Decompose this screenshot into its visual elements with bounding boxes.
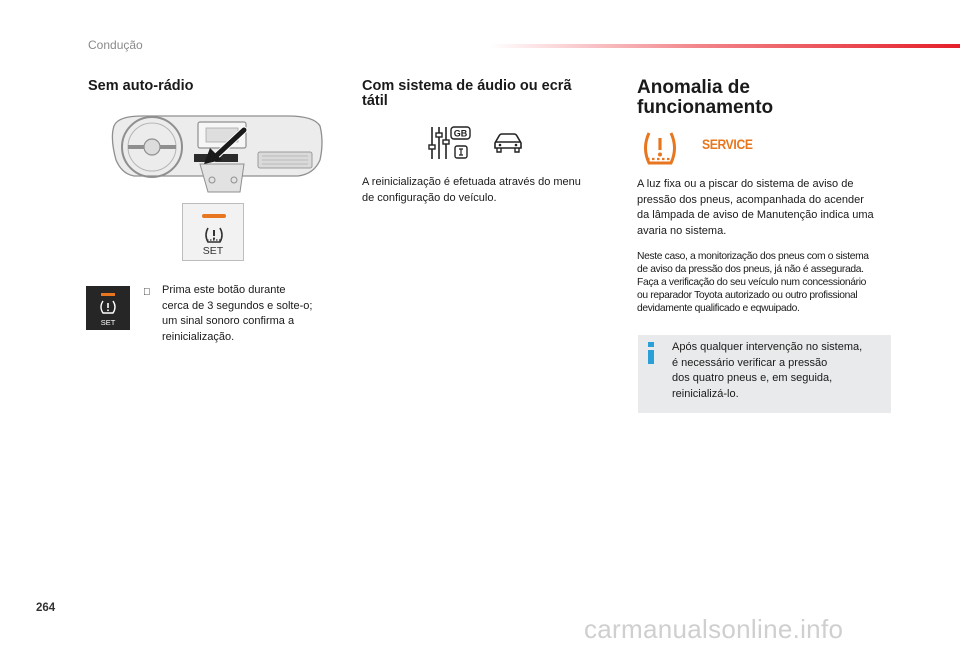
note-line: reinicializá-lo.	[672, 387, 739, 400]
para-line: Faça a verificação do seu veículo num concessionário	[637, 277, 867, 288]
note-line: é necessário verificar a pressão	[672, 356, 828, 369]
body-line: A reinicialização é efetuada através do menu	[362, 176, 581, 188]
button-led	[202, 214, 226, 218]
tpms-warning-icon-small	[99, 300, 117, 314]
watermark: carmanualsonline.info	[584, 614, 844, 644]
instruction-line: cerca de 3 segundos e solte-o;	[162, 299, 313, 312]
title-line: Anomalia de	[637, 77, 750, 98]
malfunction-paragraph-2	[637, 250, 869, 315]
para-line: da lâmpada de aviso de Manutenção indica uma	[637, 209, 874, 221]
title-audio-system	[362, 79, 572, 109]
body-line: de configuração do veículo.	[362, 191, 497, 204]
para-line: avaria no sistema.	[637, 224, 727, 237]
malfunction-paragraph-1	[637, 177, 874, 239]
title-sem-auto-radio: Sem auto-rádio	[88, 78, 194, 94]
title-line: funcionamento	[637, 97, 774, 118]
para-line: ou reparador Toyota autorizado ou outro profissional	[637, 290, 858, 301]
title-line: Com sistema de áudio ou ecrã	[362, 78, 572, 94]
settings-sliders-icon	[428, 125, 472, 161]
car-icon	[492, 131, 524, 155]
para-line: A luz fixa ou a piscar do sistema de aviso de	[637, 178, 854, 190]
tpms-warning-icon-orange	[641, 130, 679, 166]
title-malfunction	[637, 78, 773, 118]
header-divider-line	[490, 44, 960, 48]
gb-badge: GB	[453, 128, 468, 139]
instruction-line: reinicialização.	[162, 330, 235, 343]
para-line: devidamente qualificado e eqwuipado.	[637, 303, 800, 314]
para-line: pressão dos pneus, acompanhada do acender	[637, 193, 864, 206]
small-set-button-icon	[86, 286, 130, 330]
set-button-label: SET	[202, 245, 224, 257]
title-line: tátil	[362, 93, 388, 109]
instruction-line: Prima este botão durante	[162, 284, 286, 296]
note-line: dos quatro pneus e, em seguida,	[672, 372, 833, 384]
small-button-led	[101, 293, 115, 296]
audio-reset-text	[362, 175, 581, 206]
para-line: de aviso da pressão dos pneus, já não é assegurada.	[637, 264, 864, 275]
set-button-illustration	[182, 203, 244, 261]
info-note-text	[672, 340, 862, 402]
instruction-text	[162, 283, 312, 345]
para-line: Neste caso, a monitorização dos pneus com o sistema	[637, 251, 869, 262]
dashboard-illustration	[108, 112, 326, 194]
note-line: Após qualquer intervenção no sistema,	[672, 341, 863, 353]
info-icon	[645, 342, 659, 364]
service-warning-label: SERVICE	[702, 137, 753, 152]
bullet-symbol	[143, 287, 151, 298]
tpms-warning-icon	[203, 226, 225, 244]
section-name: Condução	[88, 38, 143, 52]
small-set-label: SET	[100, 318, 116, 327]
page-number: 264	[36, 602, 56, 614]
instruction-line: um sinal sonoro confirma a	[162, 315, 295, 327]
